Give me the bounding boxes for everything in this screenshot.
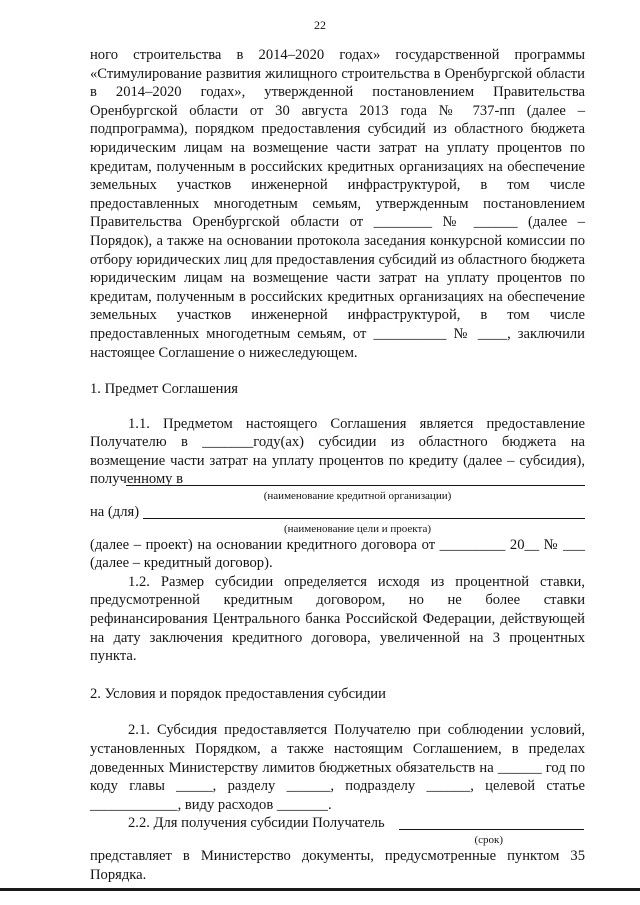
section-1-heading: 1. Предмет Соглашения: [90, 381, 238, 398]
bank-blank: [126, 471, 585, 486]
document-body: [90, 46, 585, 884]
paragraph-1-1: 1.1. Предметом настоящего Соглашения является предоставление Получателю в _______году(ах) субсидии из областного бюджета на возмещение части затрат на уплату процентов по кредиту (далее – субсидия), полученному в: [90, 415, 585, 488]
caption-goal: (наименование цели и проекта): [283, 522, 431, 535]
caption-term: (срок): [474, 833, 503, 846]
caption-bank: (наименование кредитной организации): [263, 490, 452, 503]
paragraph-1-1-end: (далее – проект) на основании кредитного договора от _________ 20__ № ___ (далее – кредитный договор).: [90, 536, 585, 572]
paragraph-1-2: 1.2. Размер субсидии определяется исходя из процентной ставки, предусмотренной кредитным договором, но не более ставки рефинансирования Центрального банка Российской Федерации, действующей на дату заключения кредитного договора, увеличенной на 3 процентных пункта.: [90, 573, 585, 665]
paragraph-2-2-end: представляет в Министерство документы, предусмотренные пунктом 35 Порядка.: [90, 847, 585, 883]
paragraph-2-1: 2.1. Субсидия предоставляется Получателю при соблюдении условий, установленных Порядком, а также настоящим Соглашением, в пределах доведенных Министерству лимитов бюджетных обязательств на ______ год по коду главы _____, разделу ______, подразделу ______, целевой статье ____________, виду расходов _______.: [90, 722, 585, 813]
paragraph-2-2-start: 2.2. Для получения субсидии Получатель: [128, 815, 385, 832]
section-2-heading: 2. Условия и порядок предоставления субсидии: [90, 685, 386, 702]
term-blank: [399, 815, 584, 830]
goal-row: [90, 503, 585, 522]
bank-blank-line: [122, 471, 585, 489]
goal-blank: [143, 504, 585, 519]
intro-paragraph: ного строительства в 2014–2020 годах» государственной программы «Стимулирование развития жилищного строительства в Оренбургской области в 2014–2020 годах», утвержденной постановлением Правительства Оренбургской области от 30 августа 2013 года № 737-пп (далее – подпрограмма), порядком предоставления субсидий из областного бюджета юридическим лицам на возмещение части затрат на уплату процентов по кредитам, полученным в российских кредитных организациях на обеспечение земельных участков инженерной инфраструктурой, в том числе предоставленных многодетным семьям, утвержденным постановлением Правительства Оренбургской области от ________ № ______ (далее – Порядок), а также на основании протокола заседания конкурсной комиссии по отбору юридических лиц для предоставления субсидий из областного бюджета юридическим лицам на возмещение части затрат на уплату процентов по кредитам, полученным в российских кредитных организациях на обеспечение земельных участков инженерной инфраструктурой, в том числе предоставленных многодетным семьям, от __________ № ____, заключили настоящее Соглашение о нижеследующем.: [90, 47, 585, 361]
scan-bottom-edge: [0, 888, 640, 891]
paragraph-2-2-row: [90, 814, 585, 833]
for-label: на (для): [90, 504, 140, 521]
page-number: 22: [314, 18, 326, 32]
